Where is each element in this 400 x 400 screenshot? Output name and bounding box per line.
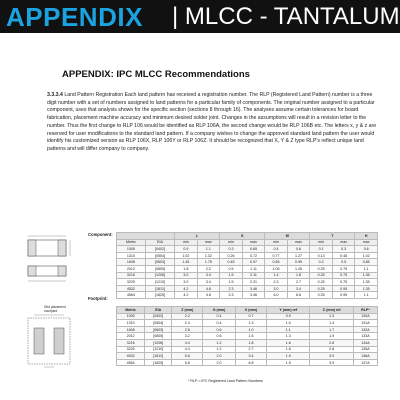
- table-cell: 0.97: [242, 259, 265, 266]
- table-cell: 0.4: [203, 313, 235, 320]
- table-cell: 4.2: [175, 292, 198, 299]
- table-cell: 1.7: [310, 326, 354, 333]
- table-subheader: max: [332, 239, 355, 246]
- table-cell: 0.7: [235, 313, 267, 320]
- component-side-terminal-left: [28, 266, 36, 276]
- table-cell: 0.5: [332, 259, 355, 266]
- table-row: [117, 279, 378, 286]
- component-diagram: [20, 232, 78, 286]
- table-cell: 0.95: [287, 259, 310, 266]
- table-cell: 0.25: [310, 285, 333, 292]
- table-cell: 2.2: [172, 313, 203, 320]
- table-cell: 136A: [353, 353, 377, 360]
- table-cell: 1005: [117, 313, 145, 320]
- table-cell: 0.4: [203, 320, 235, 327]
- table-cell: 1.5: [220, 272, 243, 279]
- header-banner: [0, 0, 400, 33]
- paragraph-text: Land Pattern Registration Each land pattern has received a registration number. The RLP (Registered Land Pattern) number is a three digit number with a set of numbers assigned to land patterns for a particular family of components. The original number assigned to a particular component, uses that analysis shown for the specific section (sections 8 through 16). The analyses assume certain tolerances for board fabrication, placement machine accuracy and minimum desired solder joint. Changes in the assumptions will result in a revision letter to the number. Thus the first change to RLP 106 would be identified as RLP 106A, the second change would be RLP 106B etc. The letters x, y & z are reserved for user modifications to the standard land pattern. If a company wishes to change the approved standard land pattern the user would identify his customized version as RLP 106X, RLP 106Y or RLP 106Z. It should be recognized that X, Y & Z type RLP’s reflect unique land patterns and will differ company to company.: [47, 92, 377, 152]
- table-subheader: min: [220, 239, 243, 246]
- table-subheader: EIA: [145, 239, 174, 246]
- table-cell: 2.11: [242, 272, 265, 279]
- table-cell: 3.0: [175, 272, 198, 279]
- table-cell: 1.11: [242, 265, 265, 272]
- body-paragraph: [47, 92, 377, 154]
- table-cell: 0.13: [310, 252, 333, 259]
- table-cell: 1.45: [175, 259, 198, 266]
- table-cell: 1.5: [235, 333, 267, 340]
- table-cell: 2.2: [197, 265, 220, 272]
- table-cell: 1608: [117, 259, 146, 266]
- table-cell: 2012: [117, 333, 145, 340]
- table-cell: 0.95: [332, 285, 355, 292]
- table-cell: 0.45: [220, 259, 243, 266]
- table-row: [117, 272, 378, 279]
- table-cell: 3225: [117, 346, 145, 353]
- table-cell: 2.0: [203, 353, 235, 360]
- table-cell: 132A: [353, 326, 377, 333]
- table-cell: 0.25: [310, 279, 333, 286]
- component-table: [116, 232, 378, 299]
- table-cell: 0.72: [242, 252, 265, 259]
- table-cell: 1.8: [287, 272, 310, 279]
- table-cell: 5.8: [172, 353, 203, 360]
- table-cell: 4.2: [175, 285, 198, 292]
- table-header: Y (mm) ref: [267, 307, 310, 314]
- table-cell: [1206]: [145, 339, 172, 346]
- table-header: X (mm): [235, 307, 267, 314]
- table-cell: 1.35: [355, 285, 378, 292]
- table-cell: 2.7: [287, 279, 310, 286]
- table-cell: 0.3: [332, 246, 355, 253]
- table-cell: 4532: [117, 285, 146, 292]
- table-cell: 1310: [117, 320, 145, 327]
- table-row: [117, 320, 378, 327]
- table-header: RLP*: [353, 307, 377, 314]
- table-cell: 1.3: [310, 313, 354, 320]
- table-cell: 6.8: [235, 359, 267, 366]
- table-cell: 3.4: [197, 279, 220, 286]
- section-number: 3.3.3.4: [47, 92, 63, 98]
- table-cell: 1.2: [203, 339, 235, 346]
- table-cell: 3.4: [287, 285, 310, 292]
- table-cell: 3.9: [310, 359, 354, 366]
- table-cell: 3.4: [235, 353, 267, 360]
- table-cell: 1.1: [267, 326, 310, 333]
- table-cell: 2.3: [265, 279, 288, 286]
- table-cell: 2.0: [203, 359, 235, 366]
- table-cell: 0.65: [265, 259, 288, 266]
- table-cell: 137A: [353, 359, 377, 366]
- table-cell: 1.02: [175, 252, 198, 259]
- table-cell: [0504]: [145, 252, 174, 259]
- land-pad-right: [54, 328, 64, 354]
- table-header: W: [265, 233, 310, 240]
- table-cell: 3.4: [197, 272, 220, 279]
- table-cell: 0.95: [332, 292, 355, 299]
- footprint-diagram: [24, 312, 74, 370]
- table-cell: 0.6: [287, 246, 310, 253]
- table-cell: 3.46: [242, 285, 265, 292]
- table-row: [117, 339, 378, 346]
- banner-subtitle: | MLCC - TANTALUM: [172, 3, 400, 30]
- table-cell: 4.8: [197, 292, 220, 299]
- table-header: C (mm) ref: [310, 307, 354, 314]
- table-cell: 0.75: [332, 279, 355, 286]
- table-cell: 1.6: [267, 346, 310, 353]
- table-cell: 0.6: [203, 333, 235, 340]
- footprint-label: Footprint:: [88, 296, 108, 301]
- table-cell: [0402]: [145, 313, 172, 320]
- table-cell: 4564: [117, 292, 146, 299]
- table-cell: 0.6: [355, 246, 378, 253]
- table-cell: [1825]: [145, 292, 174, 299]
- table-row: [117, 353, 378, 360]
- table-row: [117, 313, 378, 320]
- table-cell: 2.31: [242, 279, 265, 286]
- table-cell: 133A: [353, 333, 377, 340]
- table-header: [117, 233, 175, 240]
- table-cell: 1.05: [265, 265, 288, 272]
- table-cell: 3.0: [175, 279, 198, 286]
- table-row: [117, 252, 378, 259]
- table-cell: 0.5: [220, 265, 243, 272]
- table-cell: 0.25: [310, 292, 333, 299]
- table-cell: 0.6: [203, 326, 235, 333]
- table-cell: 2.4: [172, 320, 203, 327]
- table-cell: 0.4: [265, 246, 288, 253]
- table-cell: 1.35: [355, 279, 378, 286]
- table-cell: 1.02: [355, 252, 378, 259]
- page-title: APPENDIX: IPC MLCC Recommendations: [62, 69, 250, 80]
- table-cell: 3.2: [172, 333, 203, 340]
- table-subheader: max: [355, 239, 378, 246]
- footprint-table: [116, 306, 378, 366]
- table-cell: 1.3: [267, 333, 310, 340]
- table-cell: 1.8: [235, 339, 267, 346]
- table-row: [117, 285, 378, 292]
- table-subheader: max: [242, 239, 265, 246]
- table-cell: 2.8: [310, 346, 354, 353]
- table-cell: [1210]: [145, 279, 174, 286]
- table-row: [117, 259, 378, 266]
- table-cell: 1.0: [235, 326, 267, 333]
- table-cell: 4564: [117, 359, 145, 366]
- table-subheader: max: [287, 239, 310, 246]
- table-cell: [0805]: [145, 333, 172, 340]
- table-cell: 1.45: [287, 265, 310, 272]
- table-cell: 2.8: [172, 326, 203, 333]
- table-cell: [0603]: [145, 259, 174, 266]
- table-cell: 1.1: [355, 265, 378, 272]
- table-cell: 1.3: [235, 320, 267, 327]
- table-cell: 131A: [353, 320, 377, 327]
- diagram-note: Grid placement courtyard: [44, 305, 66, 313]
- table-row: [117, 246, 378, 253]
- table-row: [117, 292, 378, 299]
- table-cell: 1.27: [287, 252, 310, 259]
- table-cell: 0.25: [310, 265, 333, 272]
- component-label: Component:: [88, 232, 113, 237]
- table-cell: [1812]: [145, 353, 172, 360]
- table-cell: 1.9: [310, 333, 354, 340]
- table-header: Z (mm): [172, 307, 203, 314]
- table-cell: 0.48: [332, 252, 355, 259]
- table-cell: 0.65: [242, 246, 265, 253]
- table-cell: 0.9: [175, 246, 198, 253]
- table-cell: 4.8: [197, 285, 220, 292]
- table-header: S: [220, 233, 265, 240]
- table-cell: [0603]: [145, 326, 172, 333]
- table-cell: 3225: [117, 279, 146, 286]
- table-subheader: min: [175, 239, 198, 246]
- table-header: L: [175, 233, 220, 240]
- table-row: [117, 265, 378, 272]
- table-cell: 0.25: [310, 272, 333, 279]
- table-header: G (mm): [203, 307, 235, 314]
- table-cell: 1005: [117, 246, 146, 253]
- table-cell: 1.9: [267, 359, 310, 366]
- table-cell: 0.75: [332, 272, 355, 279]
- table-cell: 0.1: [310, 246, 333, 253]
- table-cell: 0.3: [220, 246, 243, 253]
- banner-appendix: APPENDIX: [6, 2, 143, 32]
- table-cell: 1.1: [355, 292, 378, 299]
- table-cell: 1.6: [267, 339, 310, 346]
- table-cell: 2.7: [235, 346, 267, 353]
- table-cell: 0.75: [332, 265, 355, 272]
- table-cell: 1.9: [267, 353, 310, 360]
- component-side-terminal-right: [58, 266, 66, 276]
- table-cell: 2.8: [310, 339, 354, 346]
- table-cell: 1.4: [310, 320, 354, 327]
- table-cell: 1.8: [175, 265, 198, 272]
- table-cell: 135A: [353, 346, 377, 353]
- table-subheader: min: [265, 239, 288, 246]
- table-cell: 1.5: [220, 279, 243, 286]
- table-cell: 2.3: [220, 285, 243, 292]
- component-terminal-left: [28, 240, 36, 256]
- table-cell: 0.2: [310, 259, 333, 266]
- table-cell: 134A: [353, 339, 377, 346]
- table-cell: 1.35: [355, 272, 378, 279]
- table-cell: 0.77: [265, 252, 288, 259]
- table-cell: [0805]: [145, 265, 174, 272]
- component-terminal-right: [58, 240, 66, 256]
- table-cell: 1.1: [197, 246, 220, 253]
- table-cell: 1.4: [265, 272, 288, 279]
- table-row: [117, 359, 378, 366]
- table-cell: 1.75: [197, 259, 220, 266]
- table-row: [117, 333, 378, 340]
- table-header: T: [310, 233, 355, 240]
- table-cell: 1.2: [203, 346, 235, 353]
- table-header: EIA: [145, 307, 172, 314]
- land-pad-left: [34, 328, 44, 354]
- table-cell: 0.26: [220, 252, 243, 259]
- table-cell: 1.32: [197, 252, 220, 259]
- table-cell: 3216: [117, 272, 146, 279]
- footnote: * RLP = IPC Registered Land Pattern Numbers: [188, 379, 263, 383]
- table-cell: [0504]: [145, 320, 172, 327]
- table-cell: [1210]: [145, 346, 172, 353]
- table-cell: 1310: [117, 252, 146, 259]
- table-cell: [1812]: [145, 285, 174, 292]
- table-cell: 3216: [117, 339, 145, 346]
- table-cell: 4.4: [172, 346, 203, 353]
- table-cell: 2.3: [220, 292, 243, 299]
- table-cell: 5.8: [172, 359, 203, 366]
- table-cell: [1206]: [145, 272, 174, 279]
- table-cell: 3.0: [265, 285, 288, 292]
- table-cell: 0.85: [355, 259, 378, 266]
- table-cell: 4532: [117, 353, 145, 360]
- table-row: [117, 326, 378, 333]
- table-subheader: max: [197, 239, 220, 246]
- table-cell: 130A: [353, 313, 377, 320]
- table-cell: 6.8: [287, 292, 310, 299]
- table-subheader: Metric: [117, 239, 146, 246]
- table-cell: 6.0: [265, 292, 288, 299]
- table-cell: [1825]: [145, 359, 172, 366]
- table-cell: 1608: [117, 326, 145, 333]
- table-header: H: [355, 233, 378, 240]
- table-cell: [0402]: [145, 246, 174, 253]
- table-cell: 4.4: [172, 339, 203, 346]
- table-cell: 3.46: [242, 292, 265, 299]
- table-header: Metric: [117, 307, 145, 314]
- table-cell: 3.9: [310, 353, 354, 360]
- table-subheader: min: [310, 239, 333, 246]
- table-cell: 1.0: [267, 320, 310, 327]
- table-cell: 2012: [117, 265, 146, 272]
- table-cell: 0.9: [267, 313, 310, 320]
- table-row: [117, 346, 378, 353]
